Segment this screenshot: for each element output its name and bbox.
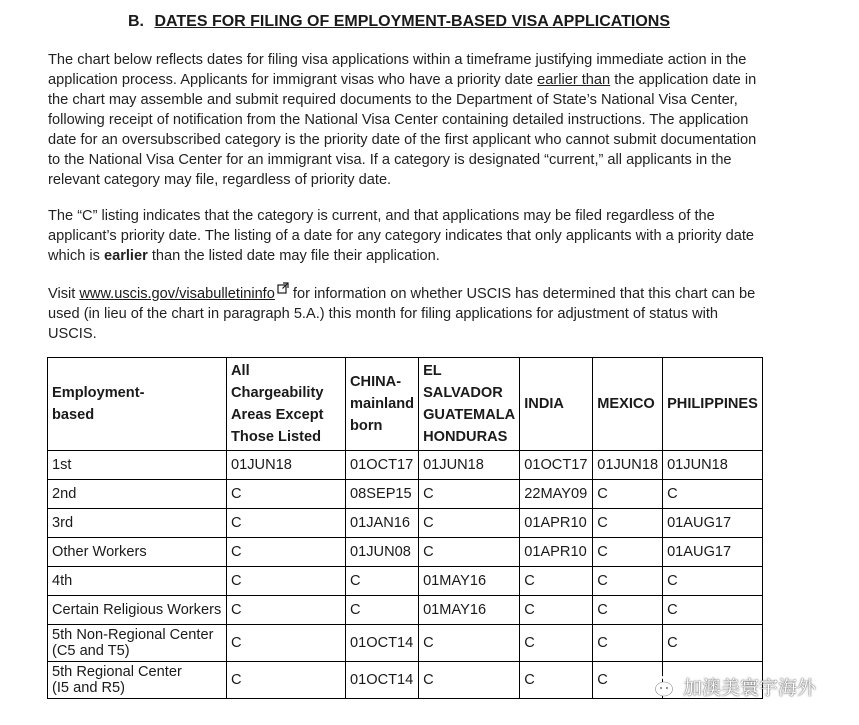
uscis-paragraph: Visit www.uscis.gov/visabulletininfo for information on whether USCIS has determined that this chart can be used (in lieu of the chart in paragraph 5.A.) this month for filing applications for adjustment of status with USCIS. <box>48 282 758 344</box>
category-cell <box>48 451 227 480</box>
table-row <box>48 509 763 538</box>
header-mexico <box>593 358 663 451</box>
date-cell: C <box>346 596 419 625</box>
date-cell: 01AUG17 <box>663 538 763 567</box>
category-line: Other Workers <box>52 544 147 560</box>
date-cell: 08SEP15 <box>346 480 419 509</box>
date-cell: 01JUN18 <box>593 451 663 480</box>
date-cell: C <box>227 625 346 662</box>
table-row <box>48 480 763 509</box>
filing-dates-table <box>47 357 763 699</box>
date-cell: 01AUG17 <box>663 509 763 538</box>
date-cell: C <box>227 596 346 625</box>
header-line: based <box>52 407 95 423</box>
earlier-emphasis: earlier <box>103 248 148 264</box>
date-cell: 01JUN18 <box>419 451 520 480</box>
date-cell: C <box>419 662 520 699</box>
header-india <box>520 358 593 451</box>
date-cell: C <box>227 509 346 538</box>
table-row <box>48 625 763 662</box>
header-line: Employment- <box>52 385 145 401</box>
category-line: 1st <box>52 457 72 473</box>
category-line: 3rd <box>52 515 74 531</box>
section-prefix: B. <box>128 13 144 30</box>
date-cell: 01APR10 <box>520 538 593 567</box>
category-cell <box>48 509 227 538</box>
uscis-link[interactable]: www.uscis.gov/visabulletininfo <box>79 286 275 302</box>
header-china <box>346 358 419 451</box>
header-line: All Chargeability <box>231 363 324 401</box>
date-cell: 01JAN16 <box>346 509 419 538</box>
header-all-chargeability <box>227 358 346 451</box>
header-line: CHINA- <box>350 374 402 390</box>
date-cell: C <box>663 625 763 662</box>
date-cell: C <box>663 567 763 596</box>
section-title: DATES FOR FILING OF EMPLOYMENT-BASED VISA APPLICATIONS <box>154 13 671 30</box>
header-line: EL SALVADOR <box>423 363 503 401</box>
date-cell: C <box>419 538 520 567</box>
date-cell: 01APR10 <box>520 509 593 538</box>
date-cell: C <box>227 538 346 567</box>
category-line: (C5 and T5) <box>52 643 130 659</box>
table-row <box>48 538 763 567</box>
header-line: HONDURAS <box>423 429 508 445</box>
date-cell: 01JUN18 <box>227 451 346 480</box>
date-cell: C <box>593 596 663 625</box>
category-line: (I5 and R5) <box>52 680 126 696</box>
date-cell: C <box>227 567 346 596</box>
category-cell <box>48 596 227 625</box>
table-row <box>48 451 763 480</box>
date-cell: C <box>593 538 663 567</box>
category-cell <box>48 480 227 509</box>
date-cell: C <box>593 625 663 662</box>
category-line: Certain Religious Workers <box>52 602 222 618</box>
date-cell: 01MAY16 <box>419 567 520 596</box>
category-line: 5th Non-Regional Center <box>52 627 214 643</box>
date-cell: C <box>346 567 419 596</box>
date-cell: C <box>520 662 593 699</box>
earlier-than-emphasis: earlier than <box>537 72 611 88</box>
intro-paragraph: The chart below reflects dates for filing visa applications within a timeframe justifying immediate action in the application process. Applicants for immigrant visas who have a priority date earlier than the application date in the chart may assemble and submit required documents to the Department of State’s National Visa Center, following receipt of notification from the National Visa Center containing detailed instructions. The application date for an oversubscribed category is the priority date of the first applicant who cannot submit documentation to the National Visa Center for an immigrant visa. If a category is designated “current,” all applicants in the relevant category may file, regardless of priority date. <box>48 52 757 188</box>
date-cell: C <box>419 509 520 538</box>
watermark-text: 加澳美寰宇海外 <box>683 677 817 699</box>
header-line: MEXICO <box>597 396 655 412</box>
date-cell: C <box>593 567 663 596</box>
category-line: 4th <box>52 573 73 589</box>
category-cell <box>48 625 227 662</box>
header-line: Areas Except <box>231 407 324 423</box>
table-row <box>48 596 763 625</box>
external-link-icon[interactable] <box>277 282 289 294</box>
date-cell: C <box>227 480 346 509</box>
date-cell: C <box>520 625 593 662</box>
date-cell: 01JUN18 <box>663 451 763 480</box>
wechat-logo-icon <box>643 672 675 700</box>
date-cell: C <box>593 480 663 509</box>
table-header-row <box>48 358 763 451</box>
date-cell: C <box>663 480 763 509</box>
watermark <box>643 672 816 700</box>
date-cell: C <box>419 480 520 509</box>
header-line: mainland <box>350 396 415 412</box>
table-body <box>48 451 763 699</box>
date-cell: C <box>663 596 763 625</box>
current-listing-paragraph: The “C” listing indicates that the category is current, and that applications may be filed regardless of the applicant’s priority date. The listing of a date for any category indicates that only applicants with a priority date which is earlier than the listed date may file their application. <box>48 208 755 264</box>
date-cell: C <box>520 567 593 596</box>
header-philippines <box>663 358 763 451</box>
header-line: Those Listed <box>231 429 322 445</box>
date-cell: 01OCT14 <box>346 662 419 699</box>
header-employment-based <box>48 358 227 451</box>
date-cell: C <box>227 662 346 699</box>
category-line: 5th Regional Center <box>52 664 182 680</box>
section-heading <box>128 13 670 31</box>
date-cell: C <box>419 625 520 662</box>
category-line: 2nd <box>52 486 77 502</box>
date-cell: 22MAY09 <box>520 480 593 509</box>
date-cell: C <box>520 596 593 625</box>
date-cell: C <box>593 662 663 699</box>
date-cell: 01OCT14 <box>346 625 419 662</box>
table-row <box>48 567 763 596</box>
header-line: born <box>350 418 383 434</box>
date-cell: 01MAY16 <box>419 596 520 625</box>
header-line: GUATEMALA <box>423 407 516 423</box>
date-cell: 01JUN08 <box>346 538 419 567</box>
category-cell <box>48 538 227 567</box>
category-cell <box>48 662 227 699</box>
header-line: INDIA <box>524 396 564 412</box>
header-el-salvador <box>419 358 520 451</box>
category-cell <box>48 567 227 596</box>
date-cell: C <box>593 509 663 538</box>
header-line: PHILIPPINES <box>667 396 758 412</box>
date-cell: 01OCT17 <box>520 451 593 480</box>
date-cell: 01OCT17 <box>346 451 419 480</box>
